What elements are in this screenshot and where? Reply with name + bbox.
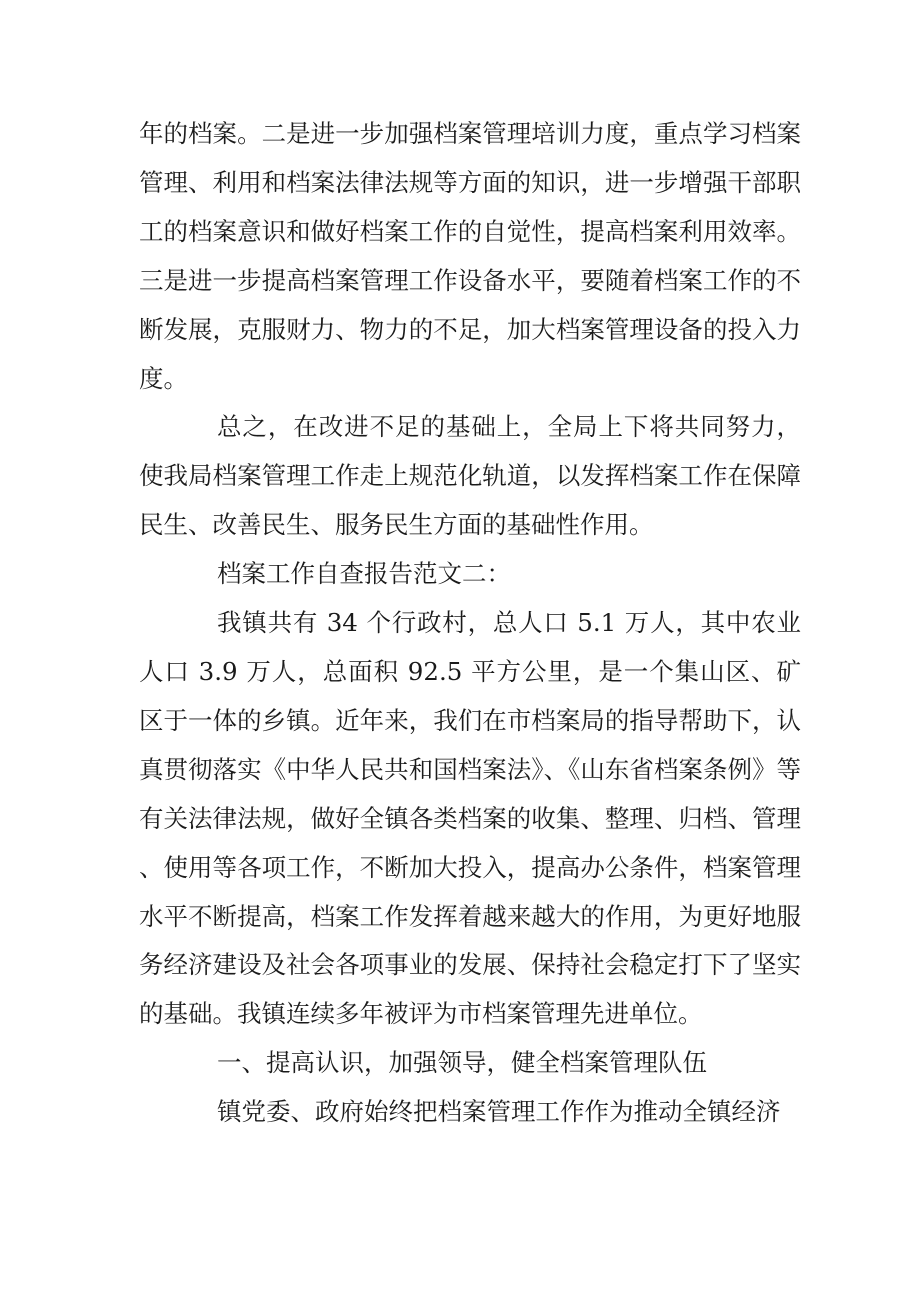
- paragraph-conclusion: 总之，在改进不足的基础上，全局上下将共同努力，使我局档案管理工作走上规范化轨道，以发挥档案工作在保障民生、改善民生、服务民生方面的基础性作用。: [139, 412, 801, 540]
- sample-two-title: 档案工作自查报告范文二：: [217, 559, 511, 589]
- document-body: [139, 110, 801, 1137]
- paragraph-section-one-body: 镇党委、政府始终把档案管理工作作为推动全镇经济: [217, 1097, 781, 1127]
- paragraph-continuation: 年的档案。二是进一步加强档案管理培训力度，重点学习档案管理、利用和档案法律法规等方面的知识，进一步增强干部职工的档案意识和做好档案工作的自觉性，提高档案利用效率。三是进一步提高档案管理工作设备水平，要随着档案工作的不断发展，克服财力、物力的不足，加大档案管理设备的投入力度。: [139, 119, 801, 393]
- paragraph-town-overview: 我镇共有 34 个行政村，总人口 5.1 万人，其中农业人口 3.9 万人，总面积 92.5 平方公里，是一个集山区、矿区于一体的乡镇。近年来，我们在市档案局的指导帮助下，认真贯彻落实《中华人民共和国档案法》、《山东省档案条例》等有关法律法规，做好全镇各类档案的收集、整理、归档、管理、使用等各项工作，不断加大投入，提高办公条件，档案管理水平不断提高，档案工作发挥着越来越大的作用，为更好地服务经济建设及社会各项事业的发展、保持社会稳定打下了坚实的基础。我镇连续多年被评为市档案管理先进单位。: [139, 608, 801, 1029]
- section-one-heading: 一、提高认识，加强领导，健全档案管理队伍: [217, 1048, 707, 1078]
